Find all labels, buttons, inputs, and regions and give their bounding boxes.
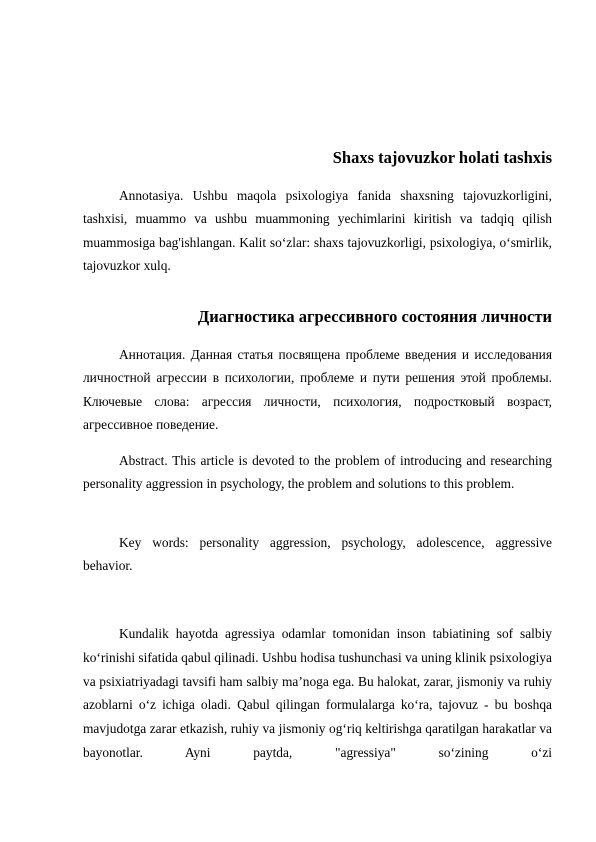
body-paragraph: Kundalik hayotda agressiya odamlar tomonidan inson tabiatining sof salbiy ko‘rinishi sifatida qabul qilinadi. Ushbu hodisa tushunchasi va uning klinik psixologiya va psixiatriyadagi tavsifi ham salbiy ma’noga ega. Bu halokat, zarar, jismoniy va ruhiy azoblarni o‘z ichiga oladi. Qabul qilingan formulalarga ko‘ra, tajovuz - bu boshqa mavjudotga zarar etkazish, ruhiy va jismoniy og‘riq keltirishga qaratilgan harakatlar va bayonotlar. Ayni paytda, "agressiya" so‘zining o‘zi [83,626,552,760]
keywords-en-text: Key words: personality aggression, psychology, adolescence, aggressive behavior. [83,535,552,574]
body-section [83,622,552,765]
annotation-ru-text: Аннотация. Данная статья посвящена проблеме введения и исследования личностной агрессии в психологии, проблеме и пути решения этой проблемы. Ключевые слова: агрессия личности, психология, подростковый возраст, агрессивное поведение. [83,347,552,433]
abstract-en [83,449,552,496]
annotation-uz [83,184,552,278]
page-title-uz: Shaxs tajovuzkor holati tashxis [332,148,552,167]
annotation-ru [83,343,552,437]
page-title-ru: Диагностика агрессивного состояния личности [197,307,552,326]
annotation-uz-text: Annotasiya. Ushbu maqola psixologiya fanida shaxsning tajovuzkorligini, tashxisi, muammo va ushbu muammoning yechimlarini kiritish va tadqiq qilish muammosiga bag'ishlangan. Kalit so‘zlar: shaxs tajovuzkorligi, psixologiya, o‘smirlik, tajovuzkor xulq. [83,188,552,274]
keywords-en [83,531,552,578]
abstract-en-text: Abstract. This article is devoted to the problem of introducing and researching personality aggression in psychology, the problem and solutions to this problem. [83,453,552,492]
